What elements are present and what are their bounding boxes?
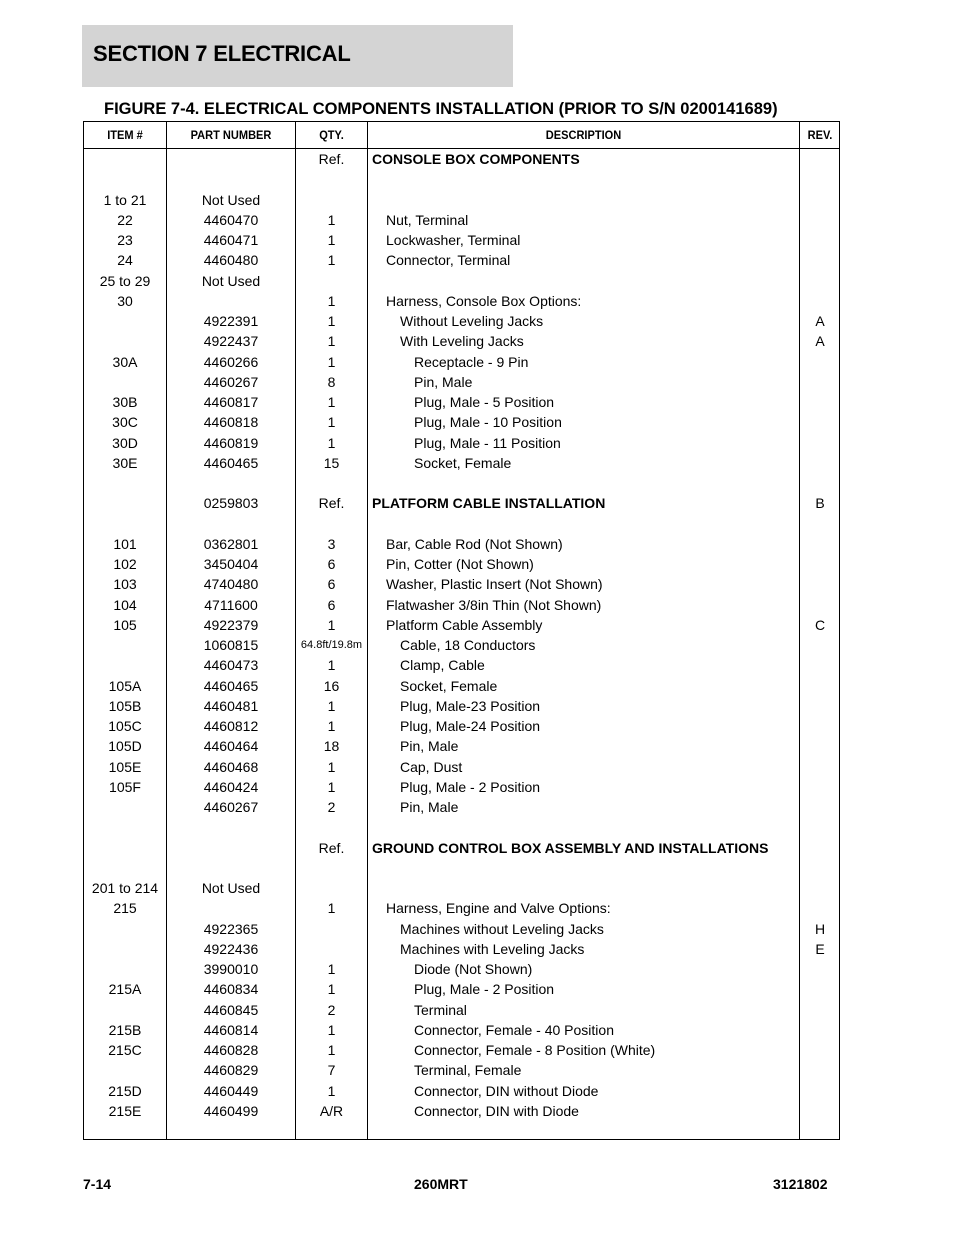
table-row (84, 1101, 839, 1121)
table-row (84, 898, 839, 918)
qty-cell: 8 (327, 373, 336, 390)
qty-cell: 6 (327, 576, 336, 593)
table-row (84, 230, 839, 250)
description-cell: GROUND CONTROL BOX ASSEMBLY AND INSTALLATIONS (372, 839, 769, 856)
table-row (84, 878, 839, 898)
description-cell: Plug, Male - 2 Position (400, 778, 541, 795)
description-cell: Plug, Male - 5 Position (414, 394, 555, 410)
description-cell: Connector, DIN without Diode (414, 1082, 599, 1099)
table-row (84, 838, 839, 858)
item-cell: 22 (117, 211, 133, 228)
section-banner (82, 25, 513, 87)
part-number-cell: 4922391 (203, 313, 259, 329)
part-number-cell: 4740480 (203, 576, 259, 593)
description-cell: Pin, Male (414, 373, 473, 390)
description-cell: Terminal, Female (414, 1062, 522, 1079)
description-cell: Washer, Plastic Insert (Not Shown) (386, 576, 603, 593)
part-number-cell: 4922437 (203, 333, 259, 350)
table-row (84, 392, 839, 412)
part-number-cell: 0259803 (203, 495, 259, 512)
description-cell: Nut, Terminal (386, 211, 469, 228)
item-cell: 215E (108, 1102, 142, 1119)
part-number-cell: 4460266 (203, 353, 259, 370)
table-row (84, 250, 839, 270)
item-cell: 215D (108, 1082, 142, 1099)
description-cell: Without Leveling Jacks (400, 313, 544, 329)
header-part-number: PART NUMBER (190, 128, 272, 142)
qty-cell: 1 (327, 981, 336, 998)
description-cell: Connector, Terminal (386, 252, 511, 269)
qty-cell: 3 (327, 535, 336, 552)
rev-cell: A (815, 333, 825, 350)
table-row (84, 979, 839, 999)
qty-cell: 1 (327, 900, 336, 917)
qty-cell: 7 (327, 1062, 336, 1079)
part-number-cell: 4460499 (203, 1102, 259, 1119)
header-item: ITEM # (107, 128, 143, 142)
item-cell: 25 to 29 (99, 272, 151, 289)
table-row (84, 1040, 839, 1060)
description-cell: Cap, Dust (400, 758, 463, 775)
qty-cell: 64.8ft/19.8m (300, 639, 363, 651)
parts-table (83, 121, 840, 1140)
table-row (84, 1000, 839, 1020)
table-row (84, 919, 839, 939)
description-cell: Bar, Cable Rod (Not Shown) (386, 535, 563, 552)
description-cell: Plug, Male-23 Position (400, 697, 541, 714)
table-row (84, 453, 839, 473)
table-row (84, 493, 839, 513)
rev-cell: A (815, 313, 825, 329)
item-cell: 30E (112, 454, 138, 471)
qty-cell: 1 (327, 961, 336, 977)
table-row (84, 615, 839, 635)
qty-cell: 1 (327, 697, 336, 714)
description-cell: Connector, Female - 40 Position (414, 1021, 614, 1038)
description-cell: Harness, Console Box Options: (386, 292, 582, 309)
qty-cell: 1 (327, 657, 336, 674)
description-cell: Machines without Leveling Jacks (400, 920, 604, 937)
qty-cell: 6 (327, 556, 336, 572)
table-row (84, 635, 839, 655)
part-number-cell: 4460845 (203, 1001, 259, 1018)
description-cell: Platform Cable Assembly (386, 616, 543, 633)
table-row (84, 1060, 839, 1080)
description-cell: Connector, Female - 8 Position (White) (414, 1042, 656, 1058)
item-cell: 104 (113, 596, 137, 613)
footer-model: 260MRT (414, 1176, 468, 1192)
item-cell: 105D (108, 738, 142, 755)
part-number-cell: 4460465 (203, 454, 259, 471)
item-cell: 215A (108, 981, 142, 998)
part-number-cell: 4460817 (203, 394, 259, 410)
table-row (84, 1081, 839, 1101)
table-row (84, 676, 839, 696)
part-number-cell: 4460464 (203, 738, 259, 755)
description-cell: Machines with Leveling Jacks (400, 940, 585, 957)
part-number-cell: Not Used (201, 191, 261, 208)
part-number-cell: 4460819 (203, 434, 259, 451)
qty-cell: Ref. (318, 839, 345, 856)
item-cell: 23 (117, 232, 133, 248)
table-row (84, 777, 839, 797)
qty-cell: 2 (327, 799, 336, 815)
footer-doc-number: 3121802 (773, 1176, 828, 1192)
qty-cell: 1 (327, 313, 336, 329)
table-row (84, 959, 839, 979)
table-row (84, 210, 839, 230)
part-number-cell: 3450404 (203, 556, 259, 572)
item-cell: 30D (112, 434, 138, 451)
part-number-cell: 4460834 (203, 981, 259, 998)
description-cell: Socket, Female (414, 454, 512, 471)
item-cell: 30 (117, 292, 133, 309)
table-row (84, 372, 839, 392)
item-cell: 105B (108, 697, 142, 714)
qty-cell: 1 (327, 414, 336, 431)
qty-cell: 1 (327, 1021, 336, 1038)
item-cell: 24 (117, 252, 133, 269)
item-cell: 201 to 214 (91, 880, 159, 896)
description-cell: Plug, Male - 2 Position (414, 981, 555, 998)
description-cell: CONSOLE BOX COMPONENTS (372, 151, 580, 167)
qty-cell: 1 (327, 232, 336, 248)
description-cell: Plug, Male-24 Position (400, 718, 541, 734)
description-cell: Clamp, Cable (400, 657, 485, 674)
description-cell: Cable, 18 Conductors (400, 637, 536, 653)
part-number-cell: 4460814 (203, 1021, 259, 1038)
table-row (84, 190, 839, 210)
part-number-cell: 1060815 (203, 637, 259, 653)
rev-cell: E (815, 940, 825, 957)
footer-page-number: 7-14 (83, 1176, 112, 1192)
description-cell: Terminal (414, 1001, 467, 1018)
table-row (84, 149, 839, 169)
description-cell: Diode (Not Shown) (414, 961, 533, 977)
part-number-cell: 0362801 (203, 535, 259, 552)
table-row (84, 311, 839, 331)
part-number-cell: 4460424 (203, 778, 259, 795)
part-number-cell: 4922365 (203, 920, 259, 937)
qty-cell: Ref. (318, 495, 345, 512)
qty-cell: 1 (327, 1082, 336, 1099)
item-cell: 105C (108, 718, 142, 734)
rev-cell: H (814, 920, 826, 937)
qty-cell: 1 (327, 778, 336, 795)
table-row (84, 331, 839, 351)
part-number-cell: 4460829 (203, 1062, 259, 1079)
item-cell: 215 (113, 900, 137, 917)
table-row (84, 534, 839, 554)
table-row (84, 352, 839, 372)
description-cell: Harness, Engine and Valve Options: (386, 900, 611, 917)
qty-cell: 1 (327, 434, 336, 451)
qty-cell: A/R (319, 1102, 344, 1119)
figure-title: FIGURE 7-4. ELECTRICAL COMPONENTS INSTALLATION (PRIOR TO S/N 0200141689) (104, 100, 778, 118)
item-cell: 105E (108, 758, 142, 775)
description-cell: Plug, Male - 11 Position (414, 434, 561, 451)
qty-cell: 1 (327, 353, 336, 370)
qty-cell: 1 (327, 1042, 336, 1058)
description-cell: Lockwasher, Terminal (386, 232, 521, 248)
description-cell: Flatwasher 3/8in Thin (Not Shown) (386, 596, 602, 613)
item-cell: 30B (112, 394, 138, 410)
part-number-cell: 4460468 (203, 758, 259, 775)
qty-cell: 18 (323, 738, 340, 755)
item-cell: 30A (112, 353, 138, 370)
table-row (84, 736, 839, 756)
description-cell: Socket, Female (400, 677, 498, 694)
rev-cell: B (815, 495, 825, 512)
table-row (84, 433, 839, 453)
qty-cell: 1 (327, 252, 336, 269)
table-row (84, 939, 839, 959)
part-number-cell: 4460812 (203, 718, 259, 734)
header-qty: QTY. (319, 128, 344, 142)
item-cell: 215C (108, 1042, 142, 1058)
qty-cell: 1 (327, 394, 336, 410)
part-number-cell: 4460818 (203, 414, 259, 431)
qty-cell: 1 (327, 333, 336, 350)
header-description: DESCRIPTION (545, 128, 622, 142)
table-row (84, 797, 839, 817)
qty-cell: 16 (323, 677, 340, 694)
part-number-cell: 4460828 (203, 1042, 259, 1058)
item-cell: 103 (113, 576, 137, 593)
description-cell: Receptacle - 9 Pin (414, 353, 529, 370)
qty-cell: 1 (327, 758, 336, 775)
table-row (84, 1020, 839, 1040)
part-number-cell: 4922379 (203, 616, 259, 633)
part-number-cell: 4460481 (203, 697, 259, 714)
table-row (84, 291, 839, 311)
table-row (84, 655, 839, 675)
table-row (84, 574, 839, 594)
item-cell: 101 (113, 535, 137, 552)
part-number-cell: 4460449 (203, 1082, 259, 1099)
part-number-cell: 4460471 (203, 232, 259, 248)
qty-cell: Ref. (318, 151, 345, 167)
part-number-cell: 4460470 (203, 211, 259, 228)
item-cell: 30C (112, 414, 138, 431)
item-cell: 105 (113, 616, 137, 633)
table-row (84, 412, 839, 432)
item-cell: 1 to 21 (103, 191, 147, 208)
item-cell: 105F (109, 778, 141, 795)
item-cell: 215B (108, 1021, 142, 1038)
part-number-cell: 4460480 (203, 252, 259, 269)
qty-cell: 1 (327, 616, 336, 633)
part-number-cell: Not Used (201, 880, 261, 896)
table-row (84, 757, 839, 777)
part-number-cell: 4922436 (203, 940, 259, 957)
item-cell: 102 (113, 556, 137, 572)
section-title: SECTION 7 ELECTRICAL (93, 41, 351, 66)
part-number-cell: 4460465 (203, 677, 259, 694)
part-number-cell: 4460473 (203, 657, 259, 674)
part-number-cell: 3990010 (203, 961, 259, 977)
description-cell: Connector, DIN with Diode (414, 1102, 579, 1119)
table-row (84, 716, 839, 736)
qty-cell: 2 (327, 1001, 336, 1018)
qty-cell: 6 (327, 596, 336, 613)
description-cell: PLATFORM CABLE INSTALLATION (372, 495, 606, 512)
part-number-cell: 4711600 (204, 596, 258, 613)
table-row (84, 271, 839, 291)
table-row (84, 696, 839, 716)
table-row (84, 554, 839, 574)
rev-cell: C (814, 616, 826, 633)
qty-cell: 1 (327, 718, 336, 734)
description-cell: Pin, Male (400, 738, 459, 755)
table-row (84, 595, 839, 615)
header-rev: REV. (807, 128, 833, 142)
qty-cell: 1 (327, 292, 336, 309)
description-cell: Pin, Cotter (Not Shown) (386, 556, 534, 572)
description-cell: Plug, Male - 10 Position (414, 414, 562, 431)
part-number-cell: Not Used (201, 272, 261, 289)
description-cell: With Leveling Jacks (400, 333, 524, 350)
qty-cell: 1 (327, 211, 336, 228)
description-cell: Pin, Male (400, 799, 459, 815)
item-cell: 105A (108, 677, 142, 694)
qty-cell: 15 (323, 454, 340, 471)
part-number-cell: 4460267 (203, 373, 259, 390)
part-number-cell: 4460267 (203, 799, 259, 815)
